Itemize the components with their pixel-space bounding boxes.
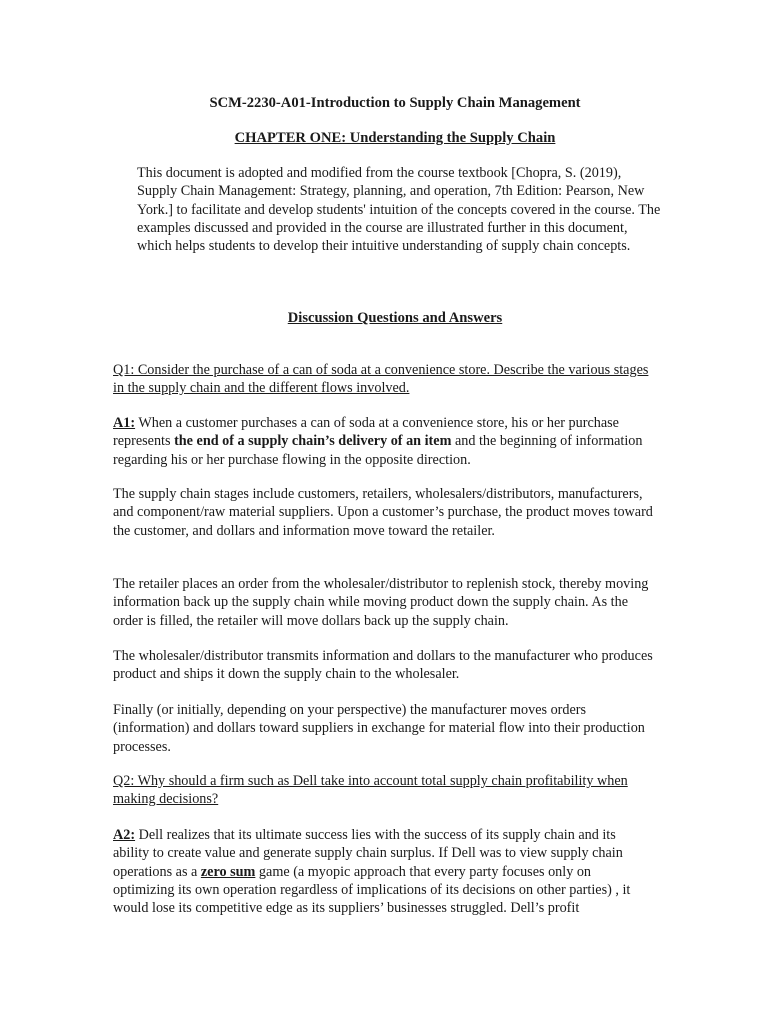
answer-2-label: A2: (113, 827, 136, 843)
finally-paragraph: Finally (or initially, depending on your perspective) the manufacturer moves orders (information) and dollars toward suppliers in exchange for material flow into their production processes. (113, 702, 645, 755)
answer-2-text-start: Dell realizes that its ultimate success lies with the success of its supply chain and its ability to create value and generate supply chain surplus. If Dell was to view supply chain operations as a (113, 827, 623, 880)
section-title: Discussion Questions and Answers (287, 310, 503, 326)
answer-2 (113, 826, 653, 917)
answer-1-text-end: and the beginning of information regarding his or her purchase flowing in the opposite direction. (113, 433, 643, 468)
answer-1 (113, 414, 653, 469)
course-title: SCM-2230-A01-Introduction to Supply Chain Management (209, 95, 581, 111)
answer-1-bold-phrase: the end of a supply chain’s delivery of an item (174, 433, 452, 450)
answer-1-label: A1: (113, 415, 136, 431)
chapter-title: CHAPTER ONE: Understanding the Supply Chain (234, 130, 556, 146)
wholesaler-paragraph: The wholesaler/distributor transmits information and dollars to the manufacturer who produces product and ships it down the supply chain to the wholesaler. (113, 648, 653, 683)
question-1: Q1: Consider the purchase of a can of soda at a convenience store. Describe the various stages in the supply chain and the different flows involved. (113, 362, 649, 397)
retailer-paragraph: The retailer places an order from the wholesaler/distributor to replenish stock, thereby moving information back up the supply chain while moving product down the supply chain. As the order is filled, the retailer will move dollars back up the supply chain. (113, 576, 649, 629)
answer-1-text-start: When a customer purchases a can of soda at a convenience store, his or her purchase represents (113, 415, 619, 450)
answer-2-emphasis: zero sum (200, 863, 256, 880)
answer-2-text-end: game (a myopic approach that every party focuses only on optimizing its own operation regardless of implications of its decisions on other parties) , it would lose its competitive edge as its suppliers’ businesses struggled. Dell’s profit (113, 863, 631, 917)
stages-paragraph: The supply chain stages include customers, retailers, wholesalers/distributors, manufacturers, and component/raw material suppliers. Upon a customer’s purchase, the product moves toward the customer, and dollars and information move toward the retailer. (113, 486, 653, 539)
question-2: Q2: Why should a firm such as Dell take into account total supply chain profitability when making decisions? (113, 773, 628, 808)
intro-paragraph: This document is adopted and modified from the course textbook [Chopra, S. (2019), Supply Chain Management: Strategy, planning, and operation, 7th Edition: Pearson, New York.] to facilitate and develop students' intuition of the concepts covered in the course. The examples discussed and provided in the course are illustrated further in this document, which helps students to develop their intuitive understanding of supply chain concepts. (137, 165, 661, 255)
